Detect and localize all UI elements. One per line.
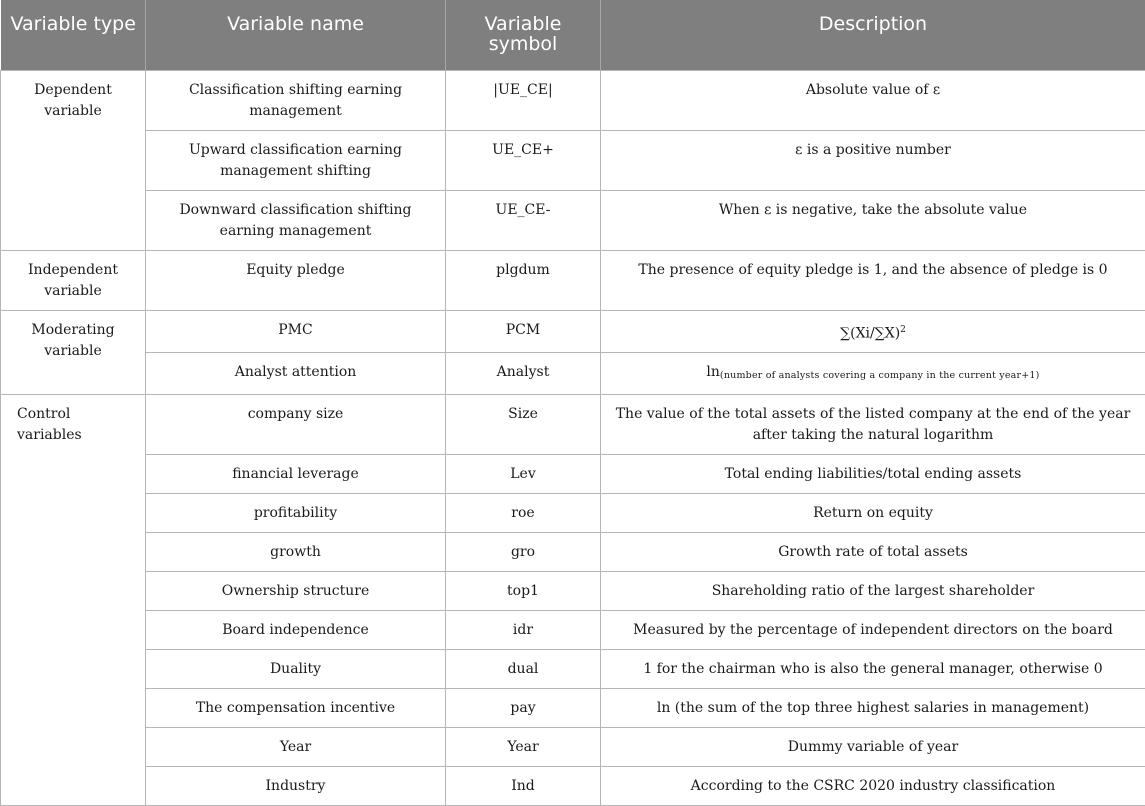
variable-symbol: UE_CE+ [446, 130, 601, 190]
variable-symbol: roe [446, 494, 601, 533]
header-row [1, 0, 1145, 70]
formula-main: ∑(Xi/∑X) [840, 325, 900, 341]
variable-symbol: Size [446, 395, 601, 455]
variable-symbol: Lev [446, 455, 601, 494]
table-row [1, 494, 1145, 533]
variable-description: Growth rate of total assets [601, 533, 1145, 572]
variable-name: Ownership structure [146, 572, 446, 611]
variable-symbol: gro [446, 533, 601, 572]
variable-symbol: top1 [446, 572, 601, 611]
table-row [1, 190, 1145, 250]
variable-name: company size [146, 395, 446, 455]
variable-name: profitability [146, 494, 446, 533]
variable-description: ε is a positive number [601, 130, 1145, 190]
group-dependent: Dependent variable [1, 70, 146, 250]
table-row [1, 70, 1145, 130]
variable-description: The value of the total assets of the listed company at the end of the year after taking the natural logarithm [601, 395, 1145, 455]
variable-description: 1 for the chairman who is also the general manager, otherwise 0 [601, 650, 1145, 689]
group-independent: Independent variable [1, 250, 146, 310]
header-variable-name: Variable name [146, 0, 446, 70]
variable-symbol: Ind [446, 767, 601, 806]
table-row [1, 611, 1145, 650]
variable-description: Absolute value of ε [601, 70, 1145, 130]
variable-description: ln (the sum of the top three highest salaries in management) [601, 689, 1145, 728]
variable-name: Year [146, 728, 446, 767]
table-row [1, 572, 1145, 611]
table-row [1, 767, 1145, 806]
variable-name: Duality [146, 650, 446, 689]
variable-description [601, 353, 1145, 395]
variable-name: Board independence [146, 611, 446, 650]
variable-description: Dummy variable of year [601, 728, 1145, 767]
variable-description: According to the CSRC 2020 industry classification [601, 767, 1145, 806]
variable-name: Analyst attention [146, 353, 446, 395]
variable-name: Industry [146, 767, 446, 806]
header-variable-symbol: Variable symbol [446, 0, 601, 70]
table-row [1, 455, 1145, 494]
variable-name: Downward classification shifting earning management [146, 190, 446, 250]
group-control: Control variables [1, 395, 146, 806]
group-moderating: Moderating variable [1, 310, 146, 395]
variable-name: Classification shifting earning management [146, 70, 446, 130]
variable-name: The compensation incentive [146, 689, 446, 728]
variable-symbol: pay [446, 689, 601, 728]
table-row [1, 689, 1145, 728]
table-row [1, 728, 1145, 767]
table-row [1, 650, 1145, 689]
variable-description [601, 310, 1145, 353]
variable-name: Equity pledge [146, 250, 446, 310]
variable-symbol: plgdum [446, 250, 601, 310]
variable-symbol: PCM [446, 310, 601, 353]
formula-subscript: (number of analysts covering a company in the current year+1) [720, 370, 1040, 381]
table-row [1, 130, 1145, 190]
variable-symbol: Year [446, 728, 601, 767]
variable-symbol: dual [446, 650, 601, 689]
variable-name: growth [146, 533, 446, 572]
variable-description: Shareholding ratio of the largest shareholder [601, 572, 1145, 611]
variable-name: PMC [146, 310, 446, 353]
formula-main: ln [706, 364, 720, 380]
header-variable-type: Variable type [1, 0, 146, 70]
variable-description: The presence of equity pledge is 1, and the absence of pledge is 0 [601, 250, 1145, 310]
table-row [1, 310, 1145, 353]
variable-symbol: Analyst [446, 353, 601, 395]
variable-description: Return on equity [601, 494, 1145, 533]
variable-name: financial leverage [146, 455, 446, 494]
table-row [1, 533, 1145, 572]
variable-description: Total ending liabilities/total ending assets [601, 455, 1145, 494]
table-row [1, 250, 1145, 310]
table-row [1, 395, 1145, 455]
table-row [1, 353, 1145, 395]
header-description: Description [601, 0, 1145, 70]
variable-symbol: idr [446, 611, 601, 650]
variable-symbol: UE_CE- [446, 190, 601, 250]
variable-description: Measured by the percentage of independent directors on the board [601, 611, 1145, 650]
variable-description: When ε is negative, take the absolute value [601, 190, 1145, 250]
variable-symbol: |UE_CE| [446, 70, 601, 130]
variable-name: Upward classification earning management shifting [146, 130, 446, 190]
formula-superscript: 2 [900, 325, 906, 335]
